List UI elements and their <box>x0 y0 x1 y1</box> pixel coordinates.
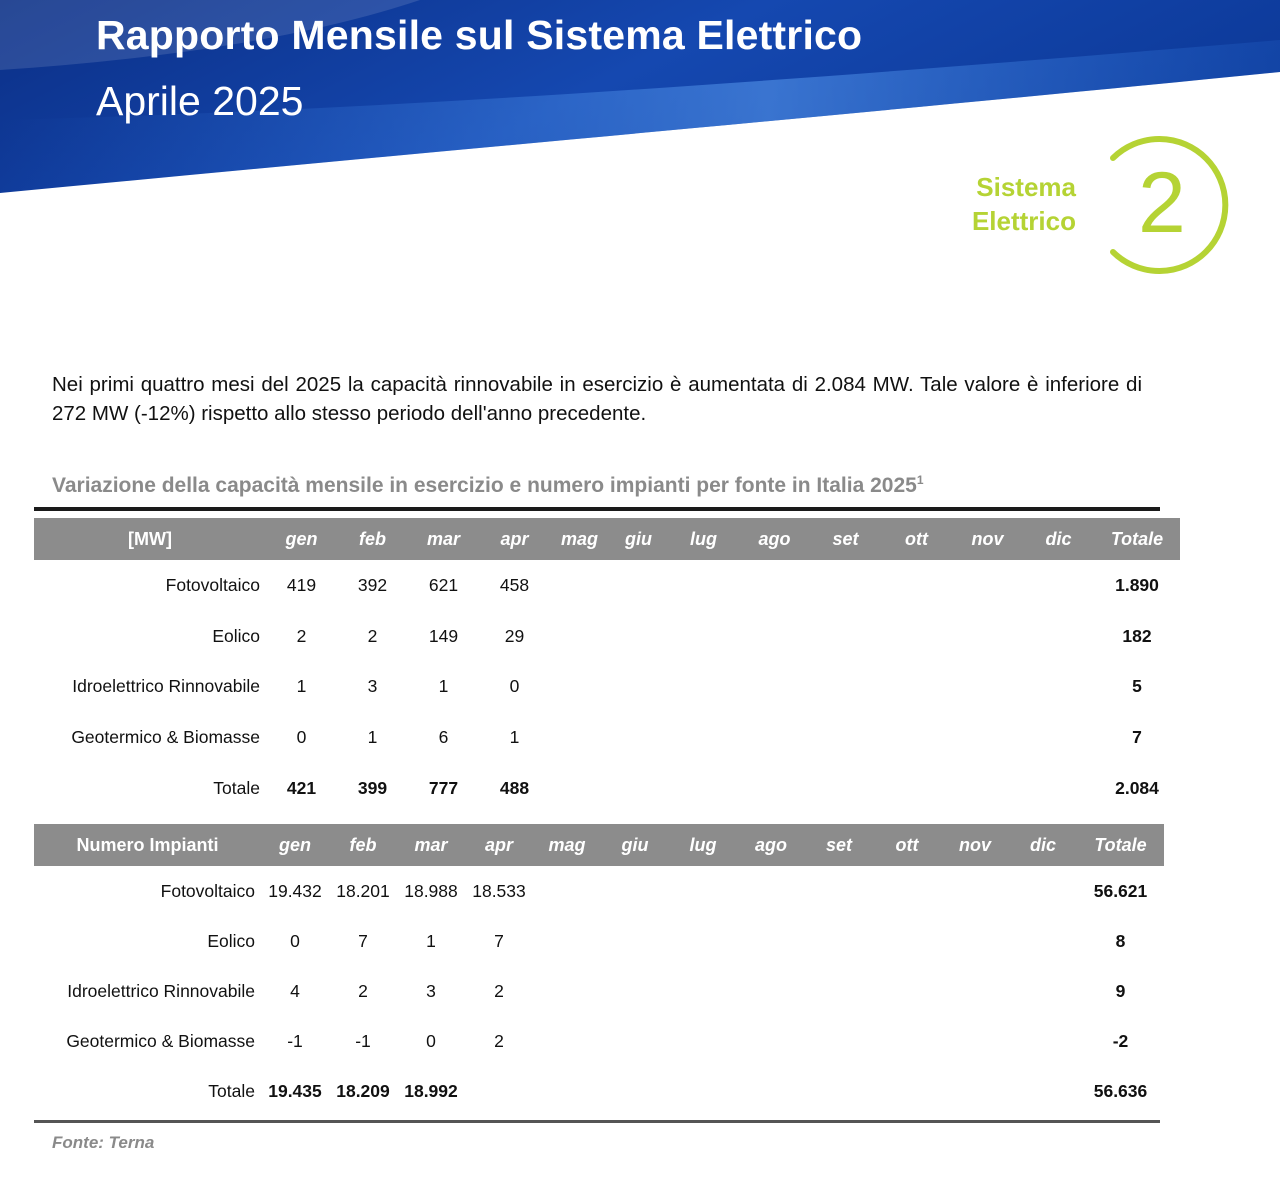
row-label: Geotermico & Biomasse <box>71 726 260 747</box>
plants-header-nov: nov <box>941 824 1009 866</box>
intro-paragraph: Nei primi quattro mesi del 2025 la capacità rinnovabile in esercizio è aumentata di 2.084 MW. Tale valore è inferiore di 272 MW (-12%) rispetto allo stesso periodo dell'anno precedente. <box>52 373 1142 425</box>
row-label: Eolico <box>207 930 255 951</box>
table-cell <box>805 916 873 966</box>
table-cell: 421 <box>286 777 317 798</box>
table-cell <box>609 560 668 611</box>
table-cell <box>668 611 739 662</box>
table-row <box>34 916 1164 966</box>
table-cell <box>941 966 1009 1016</box>
table-cell <box>952 611 1023 662</box>
table-cell: 1 <box>438 676 449 697</box>
table-cell <box>739 661 810 712</box>
row-total-cell: 56.636 <box>1093 1080 1148 1101</box>
table-cell: 19.432 <box>268 880 322 901</box>
table-cell: 7 <box>494 930 504 951</box>
table-cell: 2 <box>494 980 504 1001</box>
capacity-table <box>34 518 1180 813</box>
row-label: Totale <box>213 777 260 798</box>
table-cell <box>533 916 601 966</box>
plants-header-giu: giu <box>601 824 669 866</box>
capacity-header-apr: apr <box>479 518 550 560</box>
table-cell <box>609 763 668 814</box>
plants-header-label: Numero Impianti <box>34 824 261 866</box>
table-cell <box>668 560 739 611</box>
table-cell <box>533 966 601 1016</box>
table-cell <box>533 1066 601 1116</box>
plants-header-totale: Totale <box>1077 824 1164 866</box>
table-cell <box>1009 1066 1077 1116</box>
table-cell <box>465 1066 533 1116</box>
row-total-cell: 1.890 <box>1115 574 1159 595</box>
plants-header-mag: mag <box>533 824 601 866</box>
table-cell <box>952 763 1023 814</box>
table-cell <box>668 661 739 712</box>
table-cell <box>737 866 805 916</box>
capacity-header-label: [MW] <box>34 518 266 560</box>
table-cell <box>601 966 669 1016</box>
row-label: Idroelettrico Rinnovabile <box>67 980 255 1001</box>
table-cell <box>941 1066 1009 1116</box>
row-total-cell: 8 <box>1115 930 1126 951</box>
capacity-header-lug: lug <box>668 518 739 560</box>
table-cell: 0 <box>426 1030 436 1051</box>
table-cell <box>601 866 669 916</box>
table-cell <box>669 1016 737 1066</box>
table-cell <box>668 763 739 814</box>
capacity-header-set: set <box>810 518 881 560</box>
row-total-cell: 7 <box>1132 726 1142 747</box>
row-total-cell: 9 <box>1115 980 1126 1001</box>
plants-header-set: set <box>805 824 873 866</box>
table-cell <box>881 712 952 763</box>
row-label: Fotovoltaico <box>160 880 255 901</box>
row-label: Idroelettrico Rinnovabile <box>72 676 260 697</box>
table-cell: 488 <box>499 777 530 798</box>
table-cell <box>739 763 810 814</box>
table-cell <box>739 611 810 662</box>
table-cell <box>805 966 873 1016</box>
table-cell: 399 <box>357 777 388 798</box>
table-cell: 392 <box>357 574 388 595</box>
table-cell <box>550 661 609 712</box>
table-cell: 149 <box>428 625 459 646</box>
table-cell: -1 <box>287 1030 303 1051</box>
table-bottom-rule <box>34 1120 1160 1123</box>
table-cell: 1 <box>296 676 307 697</box>
plants-header-lug: lug <box>669 824 737 866</box>
report-title: Rapporto Mensile sul Sistema Elettrico <box>96 12 863 58</box>
table-cell: 19.435 <box>268 1080 322 1101</box>
table-cell: 4 <box>290 980 300 1001</box>
table-cell: 3 <box>426 980 436 1001</box>
table-cell <box>873 966 941 1016</box>
row-label: Totale <box>208 1080 255 1101</box>
table-cell <box>1023 712 1094 763</box>
capacity-header-feb: feb <box>337 518 408 560</box>
table-cell <box>601 916 669 966</box>
table-cell: -1 <box>355 1030 371 1051</box>
table-cell: 18.201 <box>336 880 390 901</box>
table-title: Variazione della capacità mensile in esercizio e numero impianti per fonte in Italia 2025$^1$ <box>52 473 924 497</box>
table-cell <box>609 661 668 712</box>
table-cell <box>550 712 609 763</box>
table-cell: 18.209 <box>336 1080 390 1101</box>
table-cell <box>533 866 601 916</box>
table-cell <box>881 560 952 611</box>
table-cell: 2 <box>296 625 307 646</box>
table-cell <box>810 712 881 763</box>
table-cell: 2 <box>494 1030 504 1051</box>
table-cell: 18.988 <box>404 880 458 901</box>
table-cell <box>550 611 609 662</box>
plants-header-gen: gen <box>261 824 329 866</box>
row-label: Fotovoltaico <box>165 574 260 595</box>
plants-header-row <box>34 824 1164 866</box>
row-total-cell: 182 <box>1122 625 1152 646</box>
row-total-cell: 56.621 <box>1093 880 1148 901</box>
plants-header-feb: feb <box>329 824 397 866</box>
capacity-header-gen: gen <box>266 518 337 560</box>
table-row <box>34 966 1164 1016</box>
table-cell: 1 <box>367 726 378 747</box>
table-cell <box>810 611 881 662</box>
table-cell <box>1009 1016 1077 1066</box>
table-cell <box>1023 763 1094 814</box>
row-total-cell: 2.084 <box>1115 777 1159 798</box>
table-cell: 0 <box>290 930 300 951</box>
plants-total-row <box>34 1066 1164 1116</box>
table-cell <box>601 1016 669 1066</box>
table-cell <box>805 1066 873 1116</box>
capacity-header-nov: nov <box>952 518 1023 560</box>
table-cell <box>810 560 881 611</box>
capacity-header-mag: mag <box>550 518 609 560</box>
table-cell <box>669 966 737 1016</box>
row-total-cell: 5 <box>1132 676 1142 697</box>
table-cell <box>737 1066 805 1116</box>
table-cell <box>881 763 952 814</box>
table-cell <box>609 611 668 662</box>
capacity-header-ott: ott <box>881 518 952 560</box>
plants-header-ago: ago <box>737 824 805 866</box>
section-label: Sistema Elettrico <box>971 172 1076 236</box>
footnote-marker: 1 <box>916 473 924 487</box>
table-cell <box>550 763 609 814</box>
table-cell <box>609 712 668 763</box>
table-row <box>34 560 1180 611</box>
plants-header-ott: ott <box>873 824 941 866</box>
table-cell <box>737 1016 805 1066</box>
table-cell: 2 <box>367 625 378 646</box>
table-cell <box>669 1066 737 1116</box>
capacity-header-giu: giu <box>609 518 668 560</box>
table-row <box>34 866 1164 916</box>
table-cell <box>1023 560 1094 611</box>
capacity-header-row <box>34 518 1180 560</box>
table-cell <box>873 1016 941 1066</box>
plants-header-dic: dic <box>1009 824 1077 866</box>
source-note: Fonte: Terna <box>52 1133 155 1152</box>
table-cell <box>805 1016 873 1066</box>
table-cell <box>533 1016 601 1066</box>
table-cell: 458 <box>499 574 530 595</box>
table-cell: 0 <box>509 676 520 697</box>
table-cell: 2 <box>358 980 368 1001</box>
table-cell <box>668 712 739 763</box>
capacity-header-ago: ago <box>739 518 810 560</box>
table-row <box>34 712 1180 763</box>
capacity-header-mar: mar <box>408 518 479 560</box>
table-cell <box>737 966 805 1016</box>
table-cell: 6 <box>438 726 449 747</box>
table-cell: 18.533 <box>472 880 526 901</box>
table-cell: 29 <box>504 625 525 646</box>
table-cell <box>873 866 941 916</box>
capacity-header-dic: dic <box>1023 518 1094 560</box>
table-cell <box>1009 916 1077 966</box>
table-cell <box>941 866 1009 916</box>
table-cell <box>873 916 941 966</box>
table-cell <box>881 661 952 712</box>
table-cell: 7 <box>358 930 368 951</box>
table-cell: 18.992 <box>404 1080 458 1101</box>
plants-table <box>34 824 1164 1116</box>
table-cell <box>952 712 1023 763</box>
report-subtitle: Aprile 2025 <box>96 78 304 124</box>
table-cell <box>737 916 805 966</box>
capacity-header-totale: Totale <box>1094 518 1180 560</box>
table-cell <box>601 1066 669 1116</box>
table-row <box>34 661 1180 712</box>
table-cell <box>669 916 737 966</box>
row-total-cell: -2 <box>1112 1030 1129 1051</box>
table-cell <box>873 1066 941 1116</box>
table-cell: 777 <box>428 777 459 798</box>
table-cell <box>952 560 1023 611</box>
table-cell <box>1009 966 1077 1016</box>
table-row <box>34 1016 1164 1066</box>
table-cell <box>739 712 810 763</box>
section-number: 2 <box>1138 155 1186 251</box>
plants-header-apr: apr <box>465 824 533 866</box>
table-cell <box>1023 611 1094 662</box>
plants-header-mar: mar <box>397 824 465 866</box>
row-label: Eolico <box>212 625 260 646</box>
table-cell <box>1023 661 1094 712</box>
table-cell <box>941 1016 1009 1066</box>
table-cell <box>805 866 873 916</box>
table-cell <box>952 661 1023 712</box>
table-cell: 1 <box>509 726 520 747</box>
table-cell <box>810 661 881 712</box>
table-top-rule <box>34 507 1160 511</box>
row-label: Geotermico & Biomasse <box>66 1030 255 1051</box>
capacity-total-row <box>34 763 1180 814</box>
table-cell: 1 <box>426 930 436 951</box>
table-cell: 621 <box>428 574 459 595</box>
table-cell: 419 <box>286 574 317 595</box>
table-cell <box>1009 866 1077 916</box>
table-row <box>34 611 1180 662</box>
table-cell: 0 <box>296 726 307 747</box>
table-cell <box>941 916 1009 966</box>
table-cell: 3 <box>367 676 378 697</box>
table-cell <box>739 560 810 611</box>
table-cell <box>550 560 609 611</box>
table-cell <box>669 866 737 916</box>
table-cell <box>810 763 881 814</box>
table-cell <box>881 611 952 662</box>
